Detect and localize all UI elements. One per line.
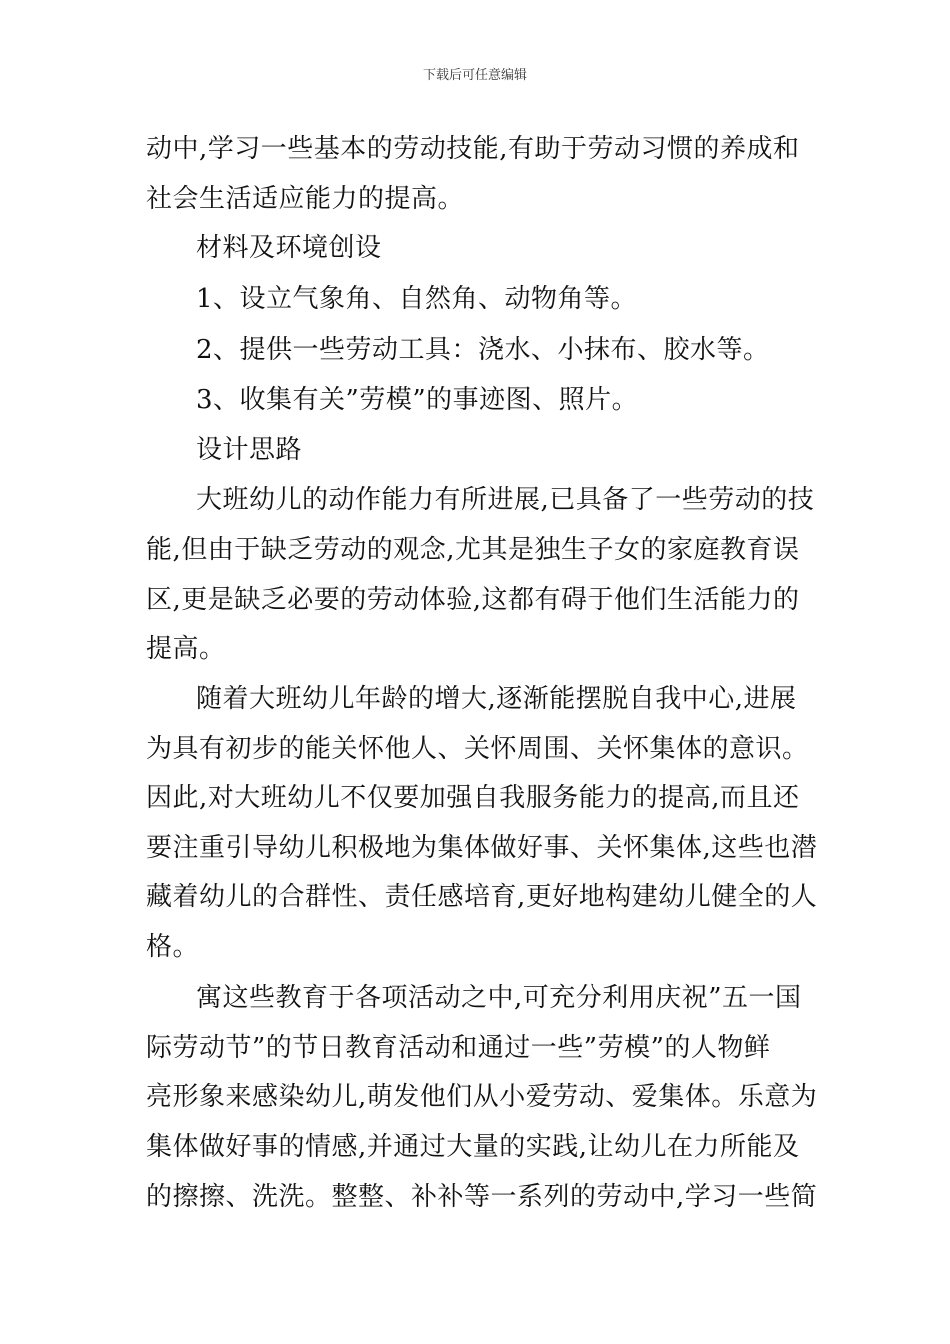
text-line: 社会生活适应能力的提高。	[146, 184, 465, 214]
text-line: 藏着幼儿的合群性、责任感培育,更好地构建幼儿健全的人	[146, 882, 818, 912]
text-line: 区,更是缺乏必要的劳动体验,这都有碍于他们生活能力的	[146, 585, 800, 615]
text-line: 能,但由于缺乏劳动的观念,尤其是独生子女的家庭教育误	[146, 535, 800, 565]
text-line: 的擦擦、洗洗。整整、补补等一系列的劳动中,学习一些简	[146, 1182, 818, 1212]
text-line: 要注重引导幼儿积极地为集体做好事、关怀集体,这些也潜	[146, 833, 818, 863]
section-heading: 材料及环境创设	[196, 233, 382, 263]
list-item: 3、收集有关”劳模”的事迹图、照片。	[196, 385, 639, 415]
text-line: 寓这些教育于各项活动之中,可充分利用庆祝”五一国	[196, 983, 802, 1013]
text-line: 亮形象来感染幼儿,萌发他们从小爱劳动、爱集体。乐意为	[146, 1082, 818, 1112]
text-line: 因此,对大班幼儿不仅要加强自我服务能力的提高,而且还	[146, 783, 800, 813]
list-item: 1、设立气象角、自然角、动物角等。	[196, 284, 638, 314]
text-line: 大班幼儿的动作能力有所进展,已具备了一些劳动的技	[196, 485, 815, 515]
list-item: 2、提供一些劳动工具：浇水、小抹布、胶水等。	[196, 335, 770, 365]
text-line: 随着大班幼儿年龄的增大,逐渐能摆脱自我中心,进展	[196, 684, 797, 714]
page-header: 下载后可任意编辑	[422, 68, 527, 83]
text-line: 提高。	[146, 634, 226, 664]
text-line: 动中,学习一些基本的劳动技能,有助于劳动习惯的养成和	[146, 134, 800, 164]
section-heading: 设计思路	[196, 435, 303, 465]
text-line: 际劳动节”的节日教育活动和通过一些”劳模”的人物鲜	[146, 1033, 771, 1063]
text-line: 为具有初步的能关怀他人、关怀周围、关怀集体的意识。	[146, 734, 809, 764]
text-line: 格。	[146, 932, 200, 962]
text-line: 集体做好事的情感,并通过大量的实践,让幼儿在力所能及	[146, 1132, 800, 1162]
